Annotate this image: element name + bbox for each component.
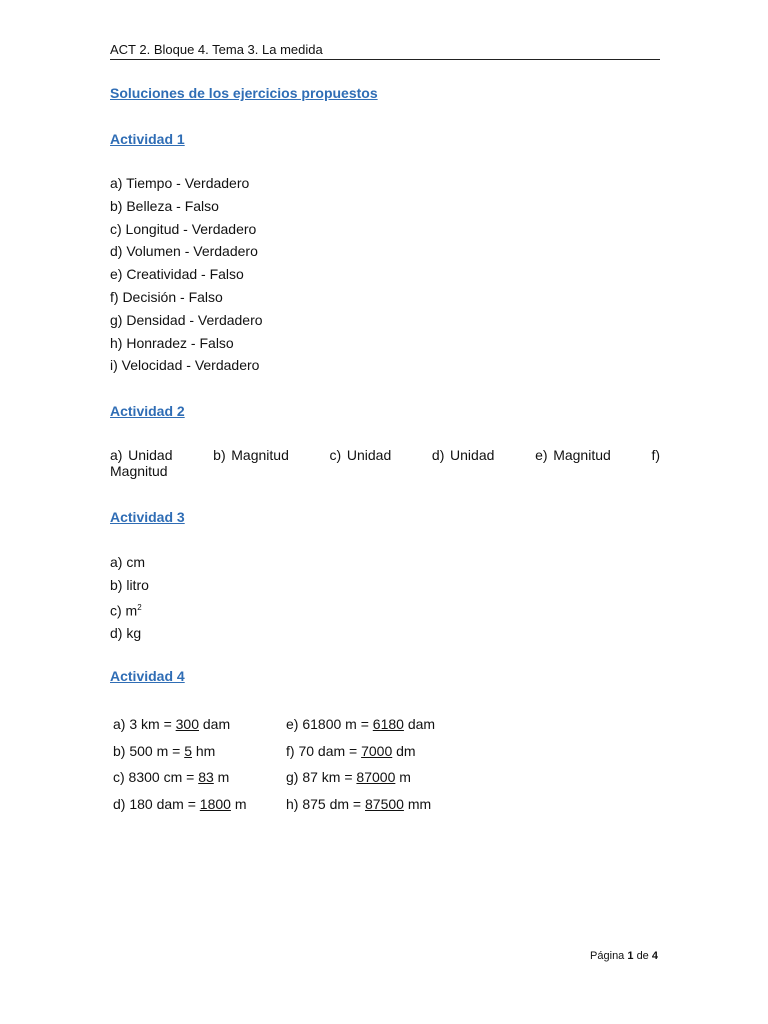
answer: 1800 <box>199 795 231 812</box>
activity-2-heading: Actividad 2 <box>110 403 185 419</box>
activity-1-heading: Actividad 1 <box>110 131 185 147</box>
table-row <box>110 738 435 765</box>
table-cell: b) 500 m = 5 hm <box>113 742 216 759</box>
answer: 83 <box>198 769 214 786</box>
list-item: e) Magnitud <box>535 447 611 463</box>
page-footer: Página 1 de 4 <box>590 950 658 962</box>
list-item: f) Magnitud <box>110 447 661 479</box>
list-item: e) Creatividad - Falso <box>110 266 244 283</box>
list-item: d) Unidad <box>431 447 495 463</box>
table-cell: f) 70 dam = 7000 dm <box>286 742 416 759</box>
page-header: ACT 2. Bloque 4. Tema 3. La medida <box>110 42 660 60</box>
table-cell: h) 875 dm = 87500 mm <box>286 795 432 812</box>
activity-3-list <box>110 551 149 645</box>
superscript: 2 <box>137 602 142 612</box>
list-item: c) $m^2$ <box>110 602 142 619</box>
table-cell: g) 87 km = 87000 m <box>286 769 411 786</box>
answer: 5 <box>184 742 192 759</box>
list-item: b) Magnitud <box>213 447 289 463</box>
answer: 7000 <box>361 742 393 759</box>
list-item: a) Tiempo - Verdadero <box>110 175 250 191</box>
list-item: a) cm <box>110 554 145 570</box>
list-item: h) Honradez - Falso <box>110 334 234 351</box>
list-item: c) Longitud - Verdadero <box>110 220 257 237</box>
list-item: b) litro <box>110 576 149 593</box>
table-row <box>110 764 435 791</box>
current-page: 1 <box>627 950 634 962</box>
total-pages: 4 <box>651 950 658 962</box>
page-title: Soluciones de los ejercicios propuestos <box>110 85 378 101</box>
list-item: d) kg <box>110 625 142 642</box>
table-row <box>110 711 435 738</box>
list-item: b) Belleza - Falso <box>110 197 219 214</box>
list-item: c) Unidad <box>329 447 392 463</box>
activity-3-heading: Actividad 3 <box>110 509 185 525</box>
table-cell: c) 8300 cm = 83 m <box>113 769 230 786</box>
activity-2-list <box>110 447 660 479</box>
answer: 87000 <box>356 769 396 786</box>
table-cell: a) 3 km = 300 dam <box>113 716 231 733</box>
table-cell: e) 61800 m = 6180 dam <box>286 716 436 733</box>
table-cell: d) 180 dam = 1800 m <box>113 795 247 812</box>
list-item: a) Unidad <box>110 447 173 463</box>
activity-4-heading: Actividad 4 <box>110 668 185 684</box>
list-item: g) Densidad - Verdadero <box>110 311 263 328</box>
answer: 87500 <box>365 795 404 812</box>
list-item: d) Volumen - Verdadero <box>110 243 258 260</box>
answer: 300 <box>175 716 199 733</box>
activity-1-list <box>110 172 263 377</box>
table-row <box>110 791 435 818</box>
answer: 6180 <box>372 716 404 733</box>
list-item: i) Velocidad - Verdadero <box>110 357 260 374</box>
activity-4-table <box>110 711 435 817</box>
list-item: f) Decisión - Falso <box>110 288 223 305</box>
